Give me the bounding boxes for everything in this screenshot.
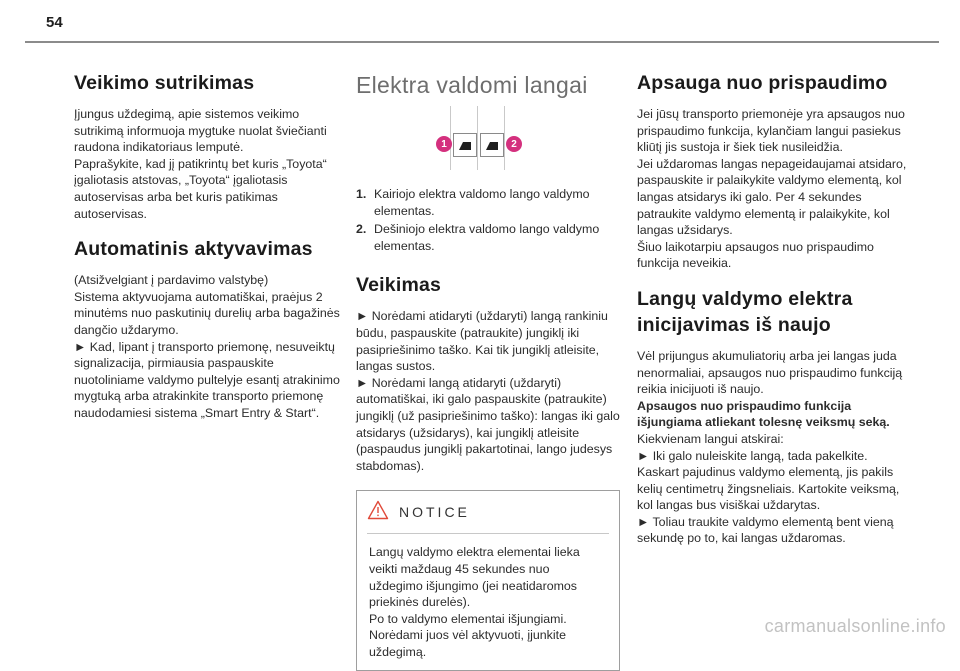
illustration-line-right xyxy=(504,106,505,170)
window-switch-illustration xyxy=(441,106,548,170)
auto-activation-text-3: ► Kad, lipant į transporto priemonę, nesuveiktų signalizacija, pirmiausia paspauskite nuotoliniame valdymo pultelyje esantį atrakinimo mygtuką arba atrakinkite transporto priemonę naudodamiesi sistema „Smart Entry & Start“. xyxy=(74,339,340,420)
column-right xyxy=(637,70,912,547)
heading-malfunction: Veikimo sutrikimas xyxy=(74,72,255,94)
list-item-number: 1. xyxy=(356,187,367,201)
anti-pinch-text-3: Šiuo laikotarpiu apsaugos nuo prispaudimo funkcija neveikia. xyxy=(637,239,874,271)
heading-power-windows: Elektra valdomi langai xyxy=(356,72,588,98)
notice-body xyxy=(357,544,619,660)
anti-pinch-text-1: Jei jūsų transporto priemonėje yra apsaugos nuo prispaudimo funkcija, kylančiam langui pasiekus kliūtį jis sustoja ir šiek tiek nusileidžia. xyxy=(637,107,905,155)
notice-divider xyxy=(367,533,609,534)
heading-operation: Veikimas xyxy=(356,274,442,297)
reinit-text-2: Kiekvienam langui atskirai: xyxy=(637,431,784,446)
notice-text-1: Langų valdymo elektra elementai lieka veikti maždaug 45 sekundes nuo uždegimo išjungimo (jei neatidaromos priekinės durelės). xyxy=(369,545,580,610)
callout-badge-2: 2 xyxy=(506,136,522,152)
notice-text-2: Po to valdymo elementai išjungiami. xyxy=(369,611,567,626)
auto-activation-text-2: Sistema aktyvuojama automatiškai, praėjus 2 minutėms nuo paskutinių durelių arba bagažinės dangčio uždarymo. xyxy=(74,289,340,337)
malfunction-text-1: Įjungus uždegimą, apie sistemos veikimo sutrikimą informuoja mygtuke nuolat šviečianti raudona indikatoriaus lemputė. xyxy=(74,107,327,155)
warning-triangle-icon xyxy=(367,500,389,525)
auto-activation-text-1: (Atsižvelgiant į pardavimo valstybę) xyxy=(74,273,269,288)
reinit-text-4: Kaskart pajudinus valdymo elementą, jis pakils kelių centimetrų žingsneliais. Kartokite veiksmą, kol langas bus visiškai uždarytas. xyxy=(637,465,900,513)
reinit-bold-text: Apsaugos nuo prispaudimo funkcija išjungiama atliekant tolesnę veiksmų seką. xyxy=(637,398,890,430)
reinit-text-3: ► Iki galo nuleiskite langą, tada pakelkite. xyxy=(637,448,868,463)
reinit-text-5: ► Toliau traukite valdymo elementą bent vieną sekundę po to, kai langas uždaromas. xyxy=(637,514,894,546)
callout-badge-1: 1 xyxy=(436,136,452,152)
list-item xyxy=(356,221,626,254)
list-item xyxy=(356,186,626,219)
column-middle xyxy=(356,70,626,671)
operation-text-1: ► Norėdami atidaryti (uždaryti) langą rankiniu būdu, paspauskite (patraukite) jungiklį iki pasipriešinimo taško. Kai tik jungiklį atleisite, langas sustos. xyxy=(356,309,608,374)
list-item-number: 2. xyxy=(356,222,367,237)
notice-title: NOTICE xyxy=(399,504,470,521)
notice-box xyxy=(356,490,620,671)
list-item-text: Kairiojo elektra valdomo lango valdymo elementas. xyxy=(374,187,590,218)
watermark: carmanualsonline.info xyxy=(764,616,946,636)
left-window-switch-icon xyxy=(453,133,477,157)
heading-anti-pinch: Apsauga nuo prispaudimo xyxy=(637,72,888,94)
page-number: 54 xyxy=(46,14,63,31)
heading-reinit xyxy=(637,286,912,338)
anti-pinch-text-2: Jei uždaromas langas nepageidaujamai atsidaro, paspauskite ir palaikykite valdymo elementą, kol langas atsidarys iki galo. Per 4 sekundes patraukite valdymo elementą ir palaikykite, kol langas užsidarys. xyxy=(637,156,907,238)
reinit-text-1: Vėl prijungus akumuliatorių arba jei langas juda nenormaliai, apsaugos nuo prispaudimo funkciją reikia inicijuoti iš naujo. xyxy=(637,348,903,397)
notice-text-3: Norėdami juos vėl aktyvuoti, įjunkite uždegimą. xyxy=(369,628,566,659)
illustration-line-middle xyxy=(477,106,478,170)
malfunction-text-2: Paprašykite, kad jį patikrintų bet kuris „Toyota“ įgaliotasis atstovas, „Toyota“ įgaliotasis autoservisas arba bet kuris patikimas autoservisas. xyxy=(74,156,327,221)
heading-reinit-line-1: Langų valdymo elektra xyxy=(637,287,853,310)
notice-header xyxy=(357,497,619,527)
operation-text-2: ► Norėdami langą atidaryti (uždaryti) automatiškai, iki galo paspauskite (patraukite) jungiklį (už pasipriešinimo taško): langas iki galo atsidarys (užsidarys), kai jungiklį atleisite (paspaudus jungiklį pakartotinai, lango judesys stabdomas). xyxy=(356,375,620,473)
right-window-switch-icon xyxy=(480,133,504,157)
list-item-text: Dešiniojo elektra valdomo lango valdymo elementas. xyxy=(374,222,600,253)
top-rule xyxy=(25,41,939,43)
heading-reinit-line-2: inicijavimas iš naujo xyxy=(637,313,831,336)
column-left xyxy=(74,70,344,422)
control-list xyxy=(356,186,626,254)
heading-auto-activation: Automatinis aktyvavimas xyxy=(74,238,313,261)
